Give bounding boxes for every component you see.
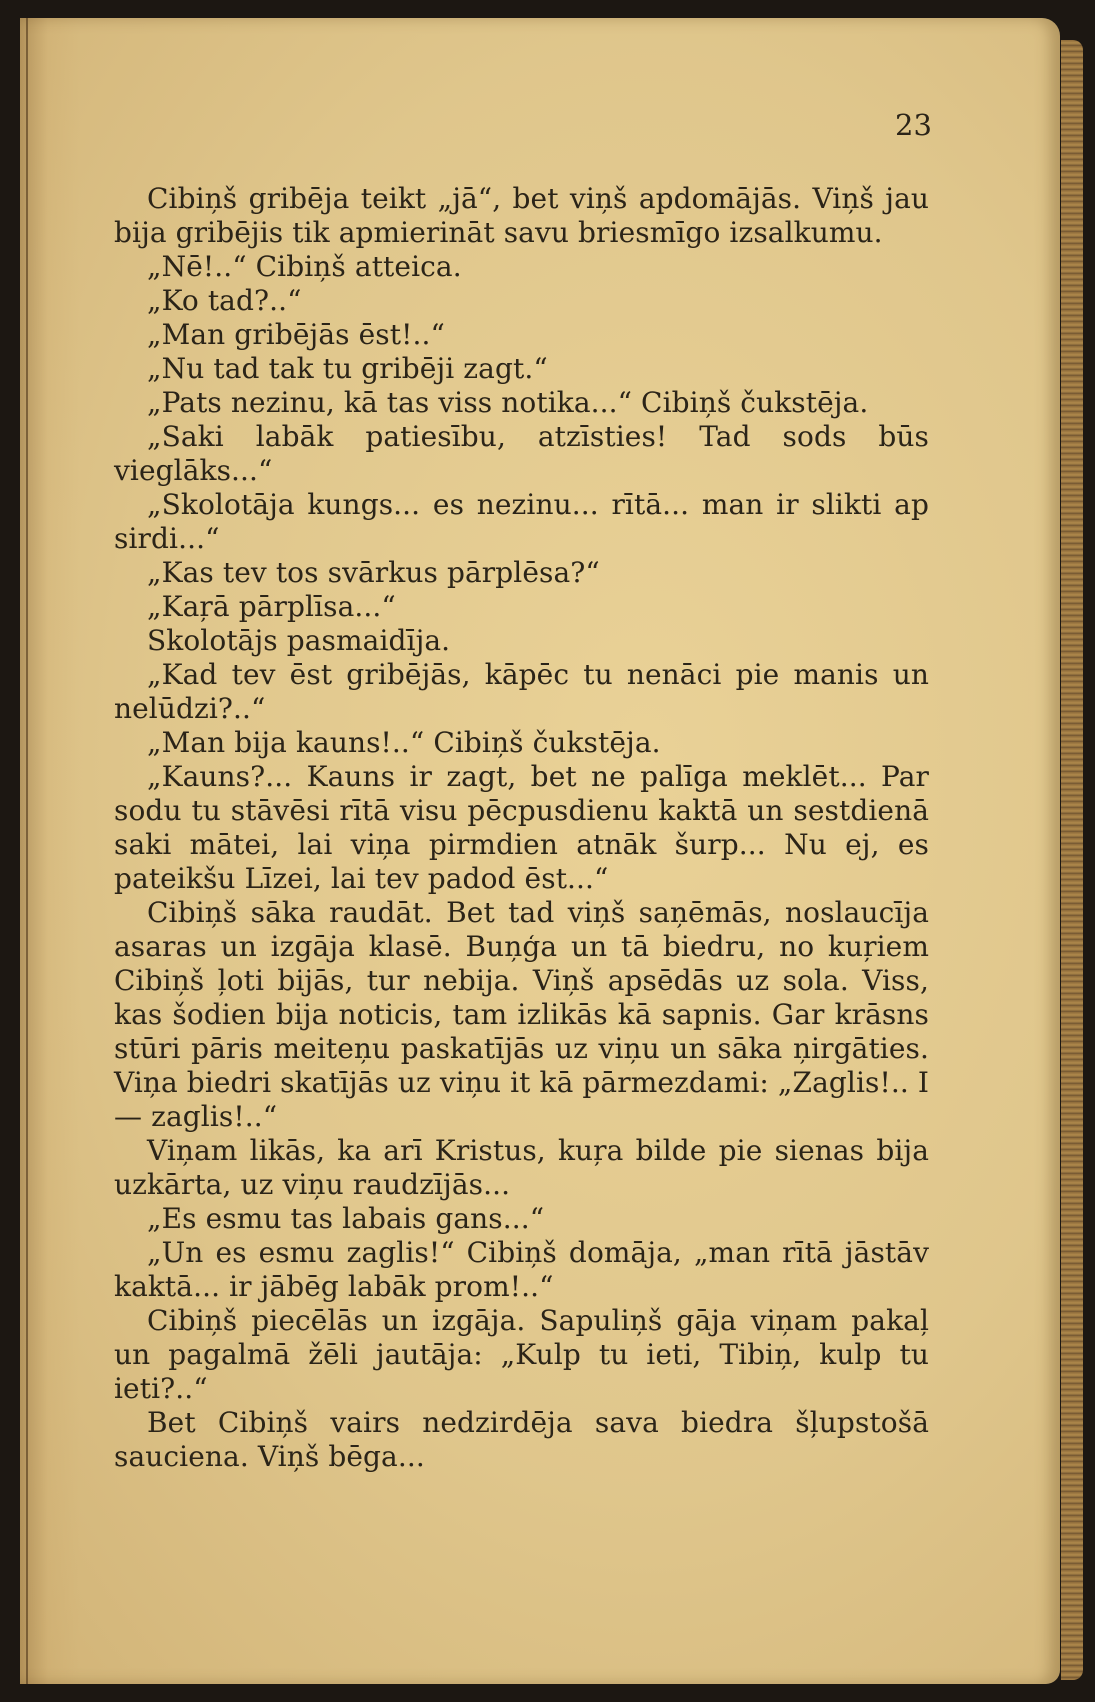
- paragraph: Cibiņš piecēlās un izgāja. Sapuliņš gāja viņam pakaļ un pagalmā žēli jautāja: „Kulp tu ieti, Tibiņ, kulp tu ieti?..“: [114, 1304, 929, 1405]
- paragraph: „Man bija kauns!..“ Cibiņš čukstēja.: [147, 726, 661, 759]
- body-text: [114, 182, 929, 1474]
- page-edge-stack: [1061, 40, 1083, 1680]
- paragraph: „Kauns?... Kauns ir zagt, bet ne palīga meklēt... Par sodu tu stāvēsi rītā visu pēcpusdienu kaktā un sestdienā saki mātei, lai viņa pirmdien atnāk šurp... Nu ej, es pateikšu Līzei, lai tev padod ēst...“: [114, 760, 929, 895]
- paragraph: „Pats nezinu, kā tas viss notika...“ Cibiņš čukstēja.: [147, 386, 869, 419]
- paragraph: „Skolotāja kungs... es nezinu... rītā... man ir slikti ap sirdi...“: [114, 488, 929, 555]
- paragraph: „Kas tev tos svārkus pārplēsa?“: [147, 556, 600, 589]
- paragraph: „Un es esmu zaglis!“ Cibiņš domāja, „man rītā jāstāv kaktā... ir jābēg labāk prom!..“: [114, 1236, 929, 1303]
- paragraph: „Man gribējās ēst!..“: [147, 318, 445, 351]
- paragraph: „Ko tad?..“: [147, 284, 302, 317]
- paragraph: Skolotājs pasmaidīja.: [147, 624, 451, 657]
- paragraph: Bet Cibiņš vairs nedzirdēja sava biedra šļupstošā sauciena. Viņš bēga...: [114, 1406, 929, 1473]
- paragraph: „Nu tad tak tu gribēji zagt.“: [147, 352, 548, 385]
- paragraph: „Kad tev ēst gribējās, kāpēc tu nenāci pie manis un nelūdzi?..“: [114, 658, 929, 725]
- paragraph: „Es esmu tas labais gans...“: [147, 1202, 545, 1235]
- paragraph: Viņam likās, ka arī Kristus, kuŗa bilde pie sienas bija uzkārta, uz viņu raudzījās...: [114, 1134, 929, 1201]
- paragraph: Cibiņš gribēja teikt „jā“, bet viņš apdomājās. Viņš jau bija gribējis tik apmierināt savu briesmīgo izsalkumu.: [114, 182, 929, 249]
- page-number: 23: [895, 108, 932, 142]
- paragraph: Cibiņš sāka raudāt. Bet tad viņš saņēmās, noslaucīja asaras un izgāja klasē. Buņģa un tā biedru, no kuŗiem Cibiņš ļoti bijās, tur nebija. Viņš apsēdās uz sola. Viss, kas šodien bija noticis, tam izlikās kā sapnis. Gar krāsns stūri pāris meiteņu paskatījās uz viņu un sāka ņirgāties. Viņa biedri skatījās uz viņu it kā pārmezdami: „Zaglis!.. I — zaglis!..“: [114, 896, 930, 1133]
- paragraph: „Nē!..“ Cibiņš atteica.: [147, 250, 462, 283]
- binding-crease: [26, 18, 28, 1684]
- paragraph: „Kaŗā pārplīsa...“: [147, 590, 396, 623]
- paragraph: „Saki labāk patiesību, atzīsties! Tad sods būs vieglāks...“: [114, 420, 929, 487]
